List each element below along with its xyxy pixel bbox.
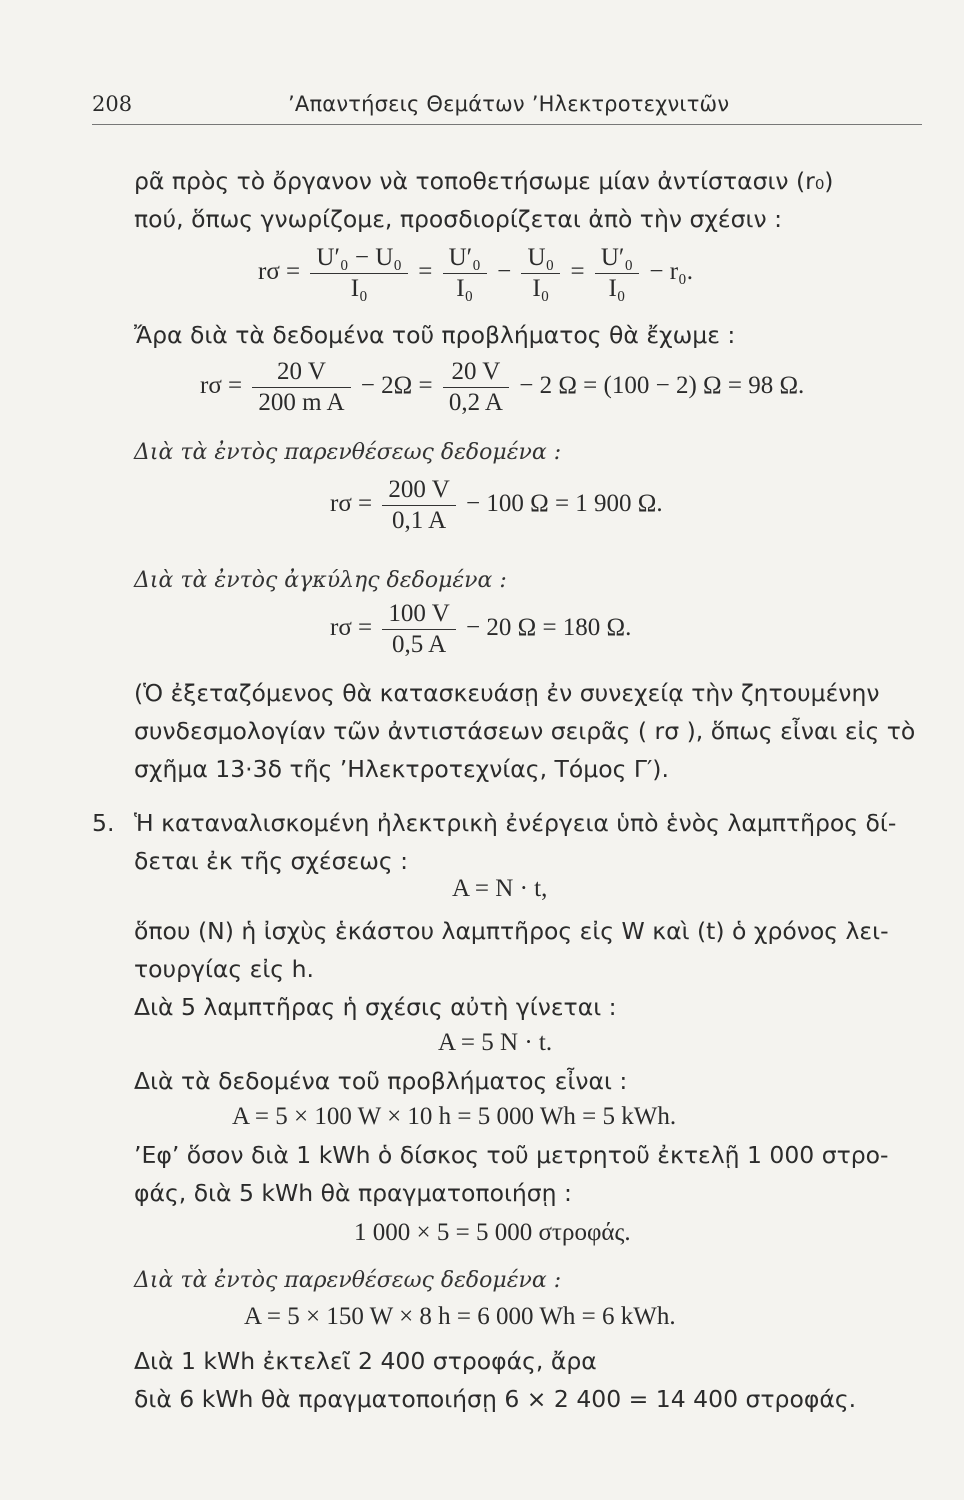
formula-1-frac-4-den: I₀ — [608, 275, 626, 302]
section-5-line-1: Ἡ καταναλισκομένη ἠλεκτρικὴ ἐνέργεια ὑπὸ ἑνὸς λαμπτῆρος δί- — [134, 809, 897, 837]
page-header — [92, 92, 922, 122]
formula-1-frac-3-num: U₀ — [521, 244, 560, 274]
formula-1-equals-1: = — [418, 258, 433, 286]
intro-line-2: πού, ὅπως γνωρίζομε, προσδιορίζεται ἀπὸ τὴν σχέσιν : — [134, 205, 782, 233]
section-5-eq-1: A = N · t, — [452, 875, 548, 902]
formula-2-frac-1 — [252, 358, 350, 417]
formula-1-frac-3 — [521, 244, 560, 303]
formula-1-frac-1-num: U′₀ − U₀ — [310, 244, 408, 274]
section-5-line-6: Διὰ τὰ δεδομένα τοῦ προβλήματος εἶναι : — [134, 1067, 628, 1095]
formula-2-mid: − 2Ω = — [360, 372, 433, 400]
formula-2-tail: − 2 Ω = (100 − 2) Ω = 98 Ω. — [519, 372, 805, 400]
section-5-line-10: διὰ 6 kWh θὰ πραγματοποιήσῃ 6 × 2 400 = 14 400 στροφάς. — [134, 1385, 857, 1413]
section-5-paren-heading: Διὰ τὰ ἐντὸς παρενθέσεως δεδομένα : — [134, 1268, 562, 1293]
formula-4-tail: − 20 Ω = 180 Ω. — [466, 614, 632, 642]
formula-4-num: 100 V — [382, 600, 455, 630]
formula-2 — [200, 358, 804, 417]
formula-2-frac-1-den: 200 m A — [258, 389, 345, 416]
intro-line-1: ρᾶ πρὸς τὸ ὄργανον νὰ τοποθετήσωμε μίαν ἀντίστασιν (r₀) — [134, 167, 834, 195]
formula-2-frac-2-num: 20 V — [443, 358, 509, 388]
formula-3-tail: − 100 Ω = 1 900 Ω. — [466, 490, 663, 518]
formula-3-lhs: rσ = — [330, 490, 373, 518]
formula-1-frac-4-num: U′₀ — [595, 244, 639, 274]
section-5-line-4: τουργίας εἰς h. — [134, 955, 314, 983]
section-5-eq-2: A = 5 N · t. — [438, 1029, 553, 1056]
section-5-eq-5: A = 5 × 150 W × 8 h = 6 000 Wh = 6 kWh. — [244, 1303, 676, 1330]
section-5-eq-4: 1 000 × 5 = 5 000 στροφάς. — [354, 1219, 631, 1246]
section-5-line-3: ὅπου (N) ἡ ἰσχὺς ἑκάστου λαμπτῆρος εἰς W καὶ (t) ὁ χρόνος λει- — [134, 917, 889, 945]
section-5-line-8: φάς, διὰ 5 kWh θὰ πραγματοποιήσῃ : — [134, 1179, 572, 1207]
page-number: 208 — [92, 92, 133, 116]
formula-1-tail: − r₀. — [649, 258, 694, 286]
formula-4-den: 0,5 A — [391, 631, 447, 658]
section-5-line-5: Διὰ 5 λαμπτῆρας ἡ σχέσις αὐτὴ γίνεται : — [134, 993, 617, 1021]
formula-1-lhs: rσ = — [258, 258, 301, 286]
ankyli-heading: Διὰ τὰ ἐντὸς ἀγκύλης δεδομένα : — [134, 568, 507, 593]
formula-1-frac-4 — [595, 244, 639, 303]
ara-line: Ἄρα διὰ τὰ δεδομένα τοῦ προβλήματος θὰ ἔχωμε : — [134, 321, 736, 349]
note-line-1: (Ὁ ἐξεταζόμενος θὰ κατασκευάσῃ ἐν συνεχείᾳ τὴν ζητουμένην — [134, 679, 880, 707]
section-5-eq-3: A = 5 × 100 W × 10 h = 5 000 Wh = 5 kWh. — [232, 1103, 677, 1130]
section-5-line-2: δεται ἐκ τῆς σχέσεως : — [134, 847, 409, 875]
formula-4 — [330, 600, 631, 659]
formula-1-equals-2: = — [570, 258, 585, 286]
formula-1-frac-1 — [310, 244, 408, 303]
section-5-line-7: ’Εφ’ ὅσον διὰ 1 kWh ὁ δίσκος τοῦ μετρητοῦ ἐκτελῇ 1 000 στρο- — [134, 1141, 889, 1169]
note-line-3: σχῆμα 13·3δ τῆς ’Ηλεκτροτεχνίας, Τόμος Γ′). — [134, 755, 669, 783]
formula-3 — [330, 476, 663, 535]
formula-1-frac-2-num: U′₀ — [443, 244, 487, 274]
formula-4-lhs: rσ = — [330, 614, 373, 642]
formula-1-minus: − — [497, 258, 512, 286]
section-5-line-9: Διὰ 1 kWh ἐκτελεῖ 2 400 στροφάς, ἄρα — [134, 1347, 597, 1375]
formula-3-den: 0,1 A — [391, 507, 447, 534]
paren-heading: Διὰ τὰ ἐντὸς παρενθέσεως δεδομένα : — [134, 440, 562, 465]
header-rule — [92, 124, 922, 125]
formula-2-lhs: rσ = — [200, 372, 243, 400]
formula-1-frac-1-den: I₀ — [350, 275, 368, 302]
formula-1 — [258, 244, 693, 303]
formula-2-frac-2 — [443, 358, 509, 417]
running-title: ’Απαντήσεις Θεμάτων ’Ηλεκτροτεχνιτῶν — [288, 92, 730, 116]
formula-1-frac-2-den: I₀ — [456, 275, 474, 302]
formula-3-num: 200 V — [382, 476, 455, 506]
formula-3-frac — [382, 476, 455, 535]
section-5-number: 5. — [92, 809, 115, 837]
formula-2-frac-2-den: 0,2 A — [448, 389, 503, 416]
note-line-2: συνδεσμολογίαν τῶν ἀντιστάσεων σειρᾶς ( rσ ), ὅπως εἶναι εἰς τὸ — [134, 717, 916, 745]
formula-2-frac-1-num: 20 V — [252, 358, 350, 388]
formula-4-frac — [382, 600, 455, 659]
formula-1-frac-2 — [443, 244, 487, 303]
formula-1-frac-3-den: I₀ — [532, 275, 550, 302]
